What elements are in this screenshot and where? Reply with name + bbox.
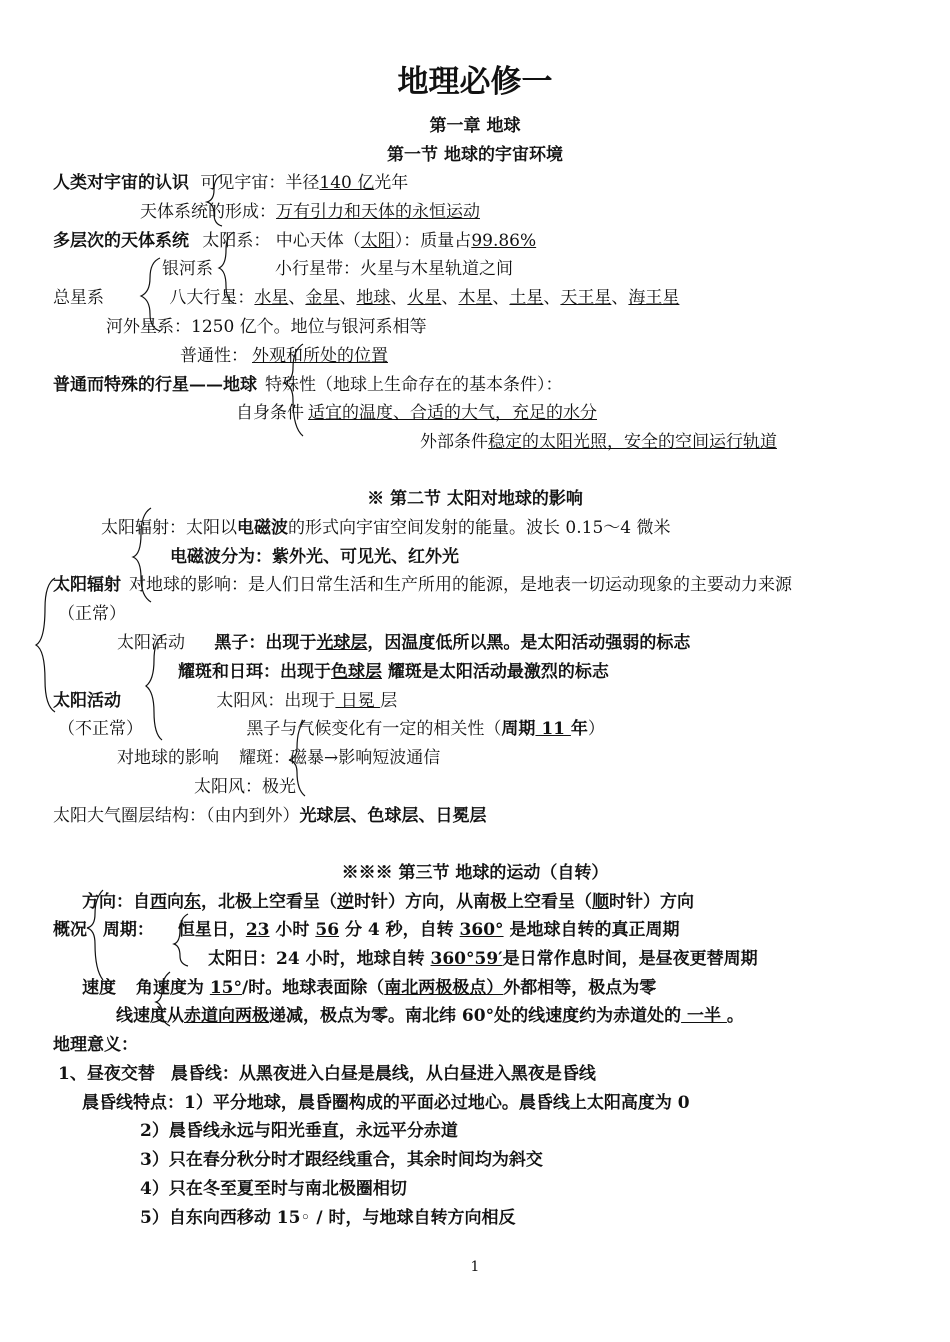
s3-line8: 晨昏线特点：1）平分地球，晨昏圈构成的平面必过地心。晨昏线上太阳高度为 0	[82, 1093, 690, 1113]
s2-line11: 太阳大气圈层结构：（由内到外）光球层、色球层、日冕层	[53, 806, 487, 826]
s2-line4: （正常）	[58, 604, 126, 624]
page-number: 1	[470, 1259, 480, 1275]
planet: 海王星	[628, 288, 680, 308]
s1-line1: 人类对宇宙的认识 可见宇宙：半径140 亿光年	[53, 173, 409, 193]
planet: 火星	[407, 288, 442, 308]
s2-line2: 电磁波分为：紫外光、可见光、红外光	[170, 547, 459, 567]
s2-line3: 太阳辐射 对地球的影响：是人们日常生活和生产所用的能源，是地表一切运动现象的主要动力来源	[53, 575, 792, 595]
s3-line5: 线速度从赤道向两极递减，极点为零。南北纬 60°处的线速度约为赤道处的 一半 。	[116, 1006, 744, 1026]
s1-line7: 普通性： 外观和所处的位置	[180, 346, 388, 366]
chapter-heading: 第一章 地球	[429, 116, 521, 136]
planet: 土星	[509, 288, 544, 308]
s2-line9: 对地球的影响 耀斑：磁暴→影响短波通信	[117, 748, 441, 768]
s1-line6: 河外星系：1250 亿个。地位与银河系相等	[106, 317, 427, 337]
s3-line10: 3）只在春分秋分时才跟经线重合，其余时间均为斜交	[140, 1150, 543, 1170]
section2-heading: ※ 第二节 太阳对地球的影响	[367, 489, 583, 509]
s1-line8: 普通而特殊的行星——地球 特殊性（地球上生命存在的基本条件）：	[53, 375, 563, 395]
s3-line1: 方向：自西向东，北极上空看呈（逆时针）方向，从南极上空看呈（顺时针）方向	[82, 892, 694, 912]
s2-lead-radiation: 太阳辐射	[53, 575, 121, 595]
page-title: 地理必修一	[397, 64, 553, 100]
s1-line2: 天体系统的形成：万有引力和天体的永恒运动	[140, 202, 480, 222]
s3-line7: 1、昼夜交替 晨昏线：从黑夜进入白昼是晨线，从白昼进入黑夜是昏线	[58, 1064, 596, 1084]
s3-lead-overview: 概况	[53, 920, 87, 940]
s2-line6: 耀斑和日珥：出现于色球层 耀斑是太阳活动最激烈的标志	[178, 662, 609, 682]
s1-lead-universe: 人类对宇宙的认识	[53, 173, 189, 193]
s1-line5: 总星系 八大行星：水星、金星、地球、火星、木星、土星、天王星、海王星	[53, 288, 680, 308]
s1-line10: 外部条件稳定的太阳光照，安全的空间运行轨道	[420, 432, 777, 452]
planet: 天王星	[560, 288, 612, 308]
planet: 金星	[305, 288, 340, 308]
s1-line9: 自身条件 适宜的温度、合适的大气，充足的水分	[236, 403, 597, 423]
s2-line10: 太阳风：极光	[194, 777, 296, 797]
s3-line6: 地理意义：	[53, 1035, 138, 1055]
s2-line7: 太阳活动 太阳风：出现于 日冕 层	[53, 691, 398, 711]
s3-line11: 4）只在冬至夏至时与南北极圈相切	[140, 1179, 407, 1199]
section3-heading: ※※※ 第三节 地球的运动（自转）	[341, 863, 609, 883]
s1-lead-earth: 普通而特殊的行星——地球	[53, 375, 257, 395]
s1-line4: 银河系 小行星带：火星与木星轨道之间	[162, 259, 513, 279]
s2-line8: （不正常） 黑子与气候变化有一定的相关性（周期 11 年）	[58, 719, 605, 739]
s2-lead-activity: 太阳活动	[53, 691, 121, 711]
s2-line5: 太阳活动 黑子：出现于光球层，因温度低所以黑。是太阳活动强弱的标志	[117, 633, 691, 653]
planet: 水星	[254, 288, 289, 308]
s3-line9: 2）晨昏线永远与阳光垂直，永远平分赤道	[140, 1121, 458, 1141]
s1-line3: 多层次的天体系统 太阳系： 中心天体（太阳）：质量占99.86%	[53, 231, 537, 251]
s3-line12: 5）自东向西移动 15◦ / 时，与地球自转方向相反	[140, 1208, 516, 1228]
s1-lead-systems: 多层次的天体系统	[53, 231, 189, 251]
section1-heading: 第一节 地球的宇宙环境	[387, 145, 563, 165]
planet: 地球	[356, 288, 391, 308]
s3-line2: 概况 周期： 恒星日，23 小时 56 分 4 秒，自转 360° 是地球自转的真正周期	[53, 920, 680, 940]
s3-line3: 太阳日：24 小时，地球自转 360°59′是日常作息时间，是昼夜更替周期	[208, 949, 758, 969]
s2-line1: 太阳辐射：太阳以电磁波的形式向宇宙空间发射的能量。波长 0.15～4 微米	[101, 518, 671, 538]
planet: 木星	[458, 288, 493, 308]
s3-line4: 速度 角速度为 15°/时。地球表面除（南北两极极点）外都相等，极点为零	[82, 978, 657, 998]
